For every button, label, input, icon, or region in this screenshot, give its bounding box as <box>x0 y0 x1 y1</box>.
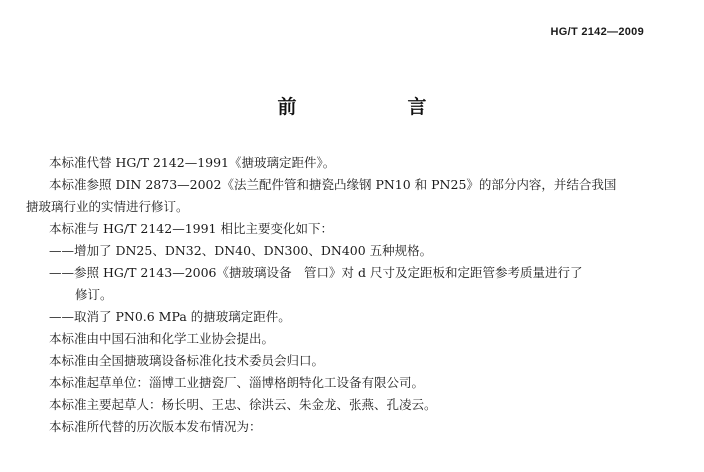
paragraph-changes-intro: 本标准与 HG/T 2142—1991 相比主要变化如下： <box>49 221 333 236</box>
change-item-added-sizes: ——增加了 DN25、DN32、DN40、DN300、DN400 五种规格。 <box>49 243 433 258</box>
change-item-revised-dimensions: ——参照 HG/T 2143—2006《搪玻璃设备 管口》对 d 尺寸及定距板和定距管参考质量进行了 <box>49 265 583 280</box>
paragraph-drafting-units: 本标准起草单位：淄博工业搪瓷厂、淄博格朗特化工设备有限公司。 <box>49 375 425 390</box>
change-item-removed: ——取消了 PN0.6 MPa 的搪玻璃定距件。 <box>49 309 291 324</box>
paragraph-proposed-by: 本标准由中国石油和化学工业协会提出。 <box>49 331 275 346</box>
paragraph-reference: 本标准参照 DIN 2873—2002《法兰配件管和搪瓷凸缘钢 PN10 和 PN25》的部分内容，并结合我国 <box>49 177 617 192</box>
paragraph-under-jurisdiction: 本标准由全国搪玻璃设备标准化技术委员会归口。 <box>49 353 325 368</box>
paragraph-previous-editions: 本标准所代替的历次版本发布情况为： <box>49 419 262 434</box>
paragraph-reference-continued: 搪玻璃行业的实情进行修订。 <box>26 199 189 214</box>
change-item-revised-dimensions-continued: 修订。 <box>75 287 113 302</box>
foreword-body <box>26 152 656 438</box>
paragraph-replaces: 本标准代替 HG/T 2142—1991《搪玻璃定距件》。 <box>49 155 336 170</box>
standard-number: HG/T 2142—2009 <box>550 26 644 38</box>
paragraph-drafters: 本标准主要起草人：杨长明、王忠、徐洪云、朱金龙、张燕、孔凌云。 <box>49 397 437 412</box>
page-title: 前 言 <box>277 96 473 118</box>
